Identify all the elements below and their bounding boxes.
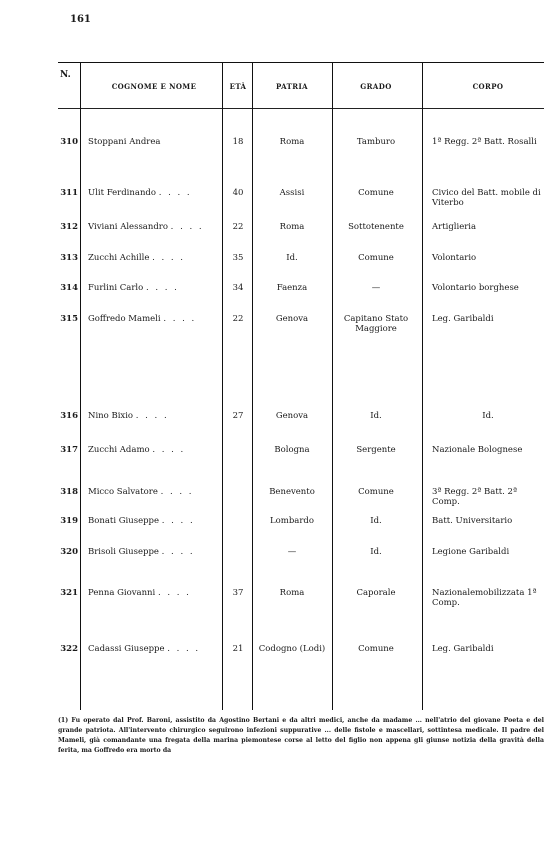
row-name: Nino Bixio . . . . [88, 411, 169, 421]
row-number: 312 [60, 222, 78, 232]
row-number: 310 [60, 137, 78, 147]
header-corps: CORPO [472, 82, 504, 91]
row-rank: Id. [370, 547, 382, 557]
column-divider [80, 62, 81, 710]
row-city: — [287, 547, 297, 557]
row-number: 315 [60, 314, 78, 324]
row-name: Brisoli Giuseppe . . . . [88, 547, 195, 557]
row-city: Roma [279, 588, 305, 598]
row-corps: 3ª Regg. 2ª Batt. 2ª Comp. [432, 487, 518, 507]
header-rank: GRADO [360, 82, 392, 91]
corner-mark: N. [60, 70, 71, 80]
page-number: 161 [70, 14, 91, 25]
row-rank: Id. [370, 516, 382, 526]
row-name: Stoppani Andrea [88, 137, 161, 147]
row-corps: Batt. Universitario [432, 516, 513, 526]
row-name: Ulit Ferdinando . . . . [88, 188, 192, 198]
row-corps: Civico del Batt. mobile di Viterbo [432, 188, 541, 208]
row-corps: 1ª Regg. 2ª Batt. Rosalli [432, 137, 537, 147]
row-city: Bologna [274, 445, 310, 455]
row-rank: Tamburo [356, 137, 396, 147]
row-number: 319 [60, 516, 78, 526]
row-city: Codogno (Lodi) [258, 644, 326, 654]
row-number: 314 [60, 283, 78, 293]
row-city: Lombardo [270, 516, 314, 526]
row-city: Genova [275, 314, 309, 324]
column-divider [252, 62, 253, 710]
row-city: Id. [286, 253, 298, 263]
row-name: Micco Salvatore . . . . [88, 487, 194, 497]
row-city: Roma [279, 137, 305, 147]
row-corps: Leg. Garibaldi [432, 644, 494, 654]
row-corps: Legione Garibaldi [432, 547, 510, 557]
table-header-rule [58, 108, 544, 109]
row-age: 40 [232, 188, 244, 198]
row-corps: Volontario borghese [432, 283, 519, 293]
row-number: 318 [60, 487, 78, 497]
row-number: 316 [60, 411, 78, 421]
row-number: 321 [60, 588, 78, 598]
row-age: 35 [232, 253, 244, 263]
column-divider [332, 62, 333, 710]
row-city: Genova [275, 411, 309, 421]
column-divider [222, 62, 223, 710]
row-rank: — [371, 283, 381, 293]
row-rank: Capitano Stato Maggiore [343, 314, 409, 334]
row-corps: Artiglieria [432, 222, 477, 232]
row-city: Roma [279, 222, 305, 232]
row-name: Cadassi Giuseppe . . . . [88, 644, 201, 654]
row-city: Benevento [269, 487, 315, 497]
row-corps: Id. [482, 411, 494, 421]
row-name: Zucchi Achille . . . . [88, 253, 185, 263]
header-name: COGNOME E NOME [111, 82, 197, 91]
row-name: Bonati Giuseppe . . . . [88, 516, 195, 526]
row-age: 21 [232, 644, 244, 654]
row-corps: Nazionale Bolognese [432, 445, 523, 455]
row-rank: Caporale [356, 588, 396, 598]
row-city: Assisi [279, 188, 305, 198]
row-age: 37 [232, 588, 244, 598]
row-name: Zucchi Adamo . . . . [88, 445, 186, 455]
row-age: 18 [232, 137, 244, 147]
row-age: 22 [232, 222, 244, 232]
row-name: Penna Giovanni . . . . [88, 588, 191, 598]
row-number: 313 [60, 253, 78, 263]
column-divider [422, 62, 423, 710]
row-rank: Sottotenente [348, 222, 404, 232]
row-number: 322 [60, 644, 78, 654]
header-age: ETÀ [229, 82, 247, 91]
row-name: Viviani Alessandro . . . . [88, 222, 204, 232]
row-city: Faenza [276, 283, 308, 293]
row-rank: Comune [358, 253, 394, 263]
row-number: 317 [60, 445, 78, 455]
row-rank: Comune [358, 188, 394, 198]
row-name: Goffredo Mameli . . . . [88, 314, 197, 324]
footnote: (1) Fu operato dal Prof. Baroni, assistito da Agostino Bertani e da altri medici, anche da madame ... nell'atrio del giovane Poeta e del grande patriota. All'intervento chirurgico seguirono infezioni suppurative ... delle fistole e mascellari, sottintesa medicale. Il padre del Mameli, già comandante una fregata della marina piemontese corse al letto del figlio non appena gli giunse notizia della gravità della ferita, ma Goffredo era morto da [58, 717, 544, 754]
row-age: 27 [232, 411, 244, 421]
header-city: PATRIA [276, 82, 308, 91]
table-top-rule [58, 62, 544, 63]
row-age: 22 [232, 314, 244, 324]
row-rank: Sergente [356, 445, 396, 455]
row-corps: Nazionalemobilizzata 1ª Comp. [432, 588, 537, 608]
row-number: 320 [60, 547, 78, 557]
row-corps: Leg. Garibaldi [432, 314, 494, 324]
row-rank: Comune [358, 644, 394, 654]
row-number: 311 [60, 188, 78, 198]
row-rank: Id. [370, 411, 382, 421]
row-age: 34 [232, 283, 244, 293]
row-rank: Comune [358, 487, 394, 497]
row-name: Furlini Carlo . . . . [88, 283, 179, 293]
row-corps: Volontario [432, 253, 477, 263]
